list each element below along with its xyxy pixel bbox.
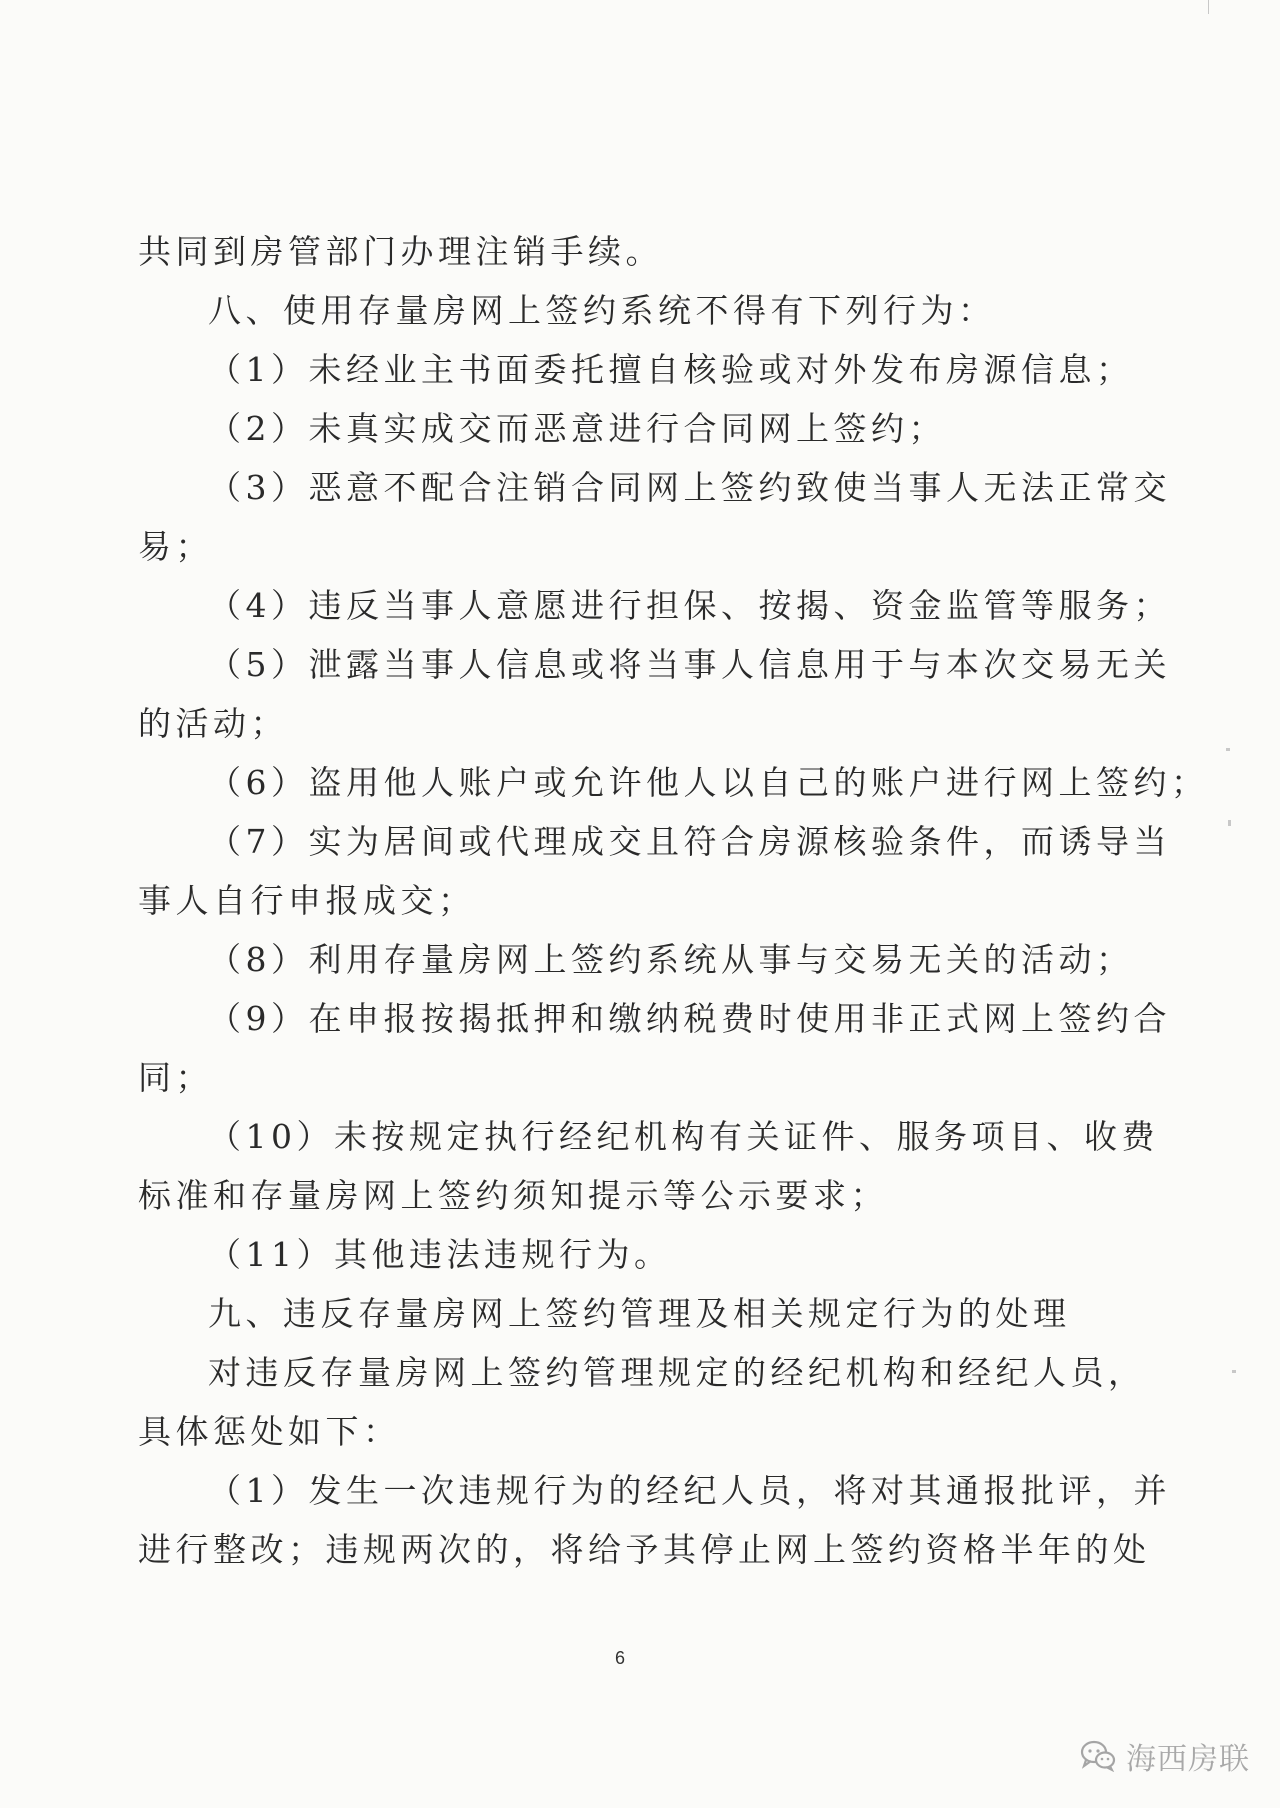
page-number: 6 — [614, 1648, 625, 1668]
list-item: （1）未经业主书面委托擅自核验或对外发布房源信息； — [208, 350, 1134, 389]
list-item: （7）实为居间或代理成交且符合房源核验条件，而诱导当 — [208, 822, 1171, 861]
scan-speck — [1208, 0, 1209, 14]
list-item-continuation: 的活动； — [138, 704, 288, 743]
scan-speck — [1232, 1370, 1236, 1373]
paragraph-continuation: 具体惩处如下： — [138, 1412, 401, 1451]
list-item: （4）违反当事人意愿进行担保、按揭、资金监管等服务； — [208, 586, 1171, 625]
text-line: 共同到房管部门办理注销手续。 — [138, 232, 663, 271]
section-heading: 八、使用存量房网上签约系统不得有下列行为： — [208, 291, 996, 330]
wechat-icon — [1080, 1740, 1116, 1772]
list-item: （10）未按规定执行经纪机构有关证件、服务项目、收费 — [208, 1117, 1159, 1156]
list-item: （9）在申报按揭抵押和缴纳税费时使用非正式网上签约合 — [208, 999, 1171, 1038]
list-item-continuation: 标准和存量房网上签约须知提示等公示要求； — [138, 1176, 888, 1215]
list-item-continuation: 事人自行申报成交； — [138, 881, 476, 920]
paragraph-line: 对违反存量房网上签约管理规定的经纪机构和经纪人员， — [208, 1353, 1146, 1392]
document-body — [138, 222, 1209, 1579]
list-item: （5）泄露当事人信息或将当事人信息用于与本次交易无关 — [208, 645, 1171, 684]
scan-speck — [1228, 820, 1231, 826]
watermark-text: 海西房联 — [1126, 1743, 1250, 1776]
list-item: （1）发生一次违规行为的经纪人员，将对其通报批评，并 — [208, 1471, 1171, 1510]
list-item: （11）其他违法违规行为。 — [208, 1235, 672, 1274]
list-item-continuation: 同； — [138, 1058, 213, 1097]
list-item-continuation: 易； — [138, 527, 213, 566]
watermark — [1080, 1734, 1250, 1778]
list-item: （6）盗用他人账户或允许他人以自己的账户进行网上签约； — [208, 763, 1209, 802]
section-heading: 九、违反存量房网上签约管理及相关规定行为的处理 — [208, 1294, 1071, 1333]
list-item: （8）利用存量房网上签约系统从事与交易无关的活动； — [208, 940, 1134, 979]
scan-speck — [1226, 748, 1230, 751]
list-item-continuation: 进行整改；违规两次的，将给予其停止网上签约资格半年的处 — [138, 1530, 1151, 1569]
list-item: （3）恶意不配合注销合同网上签约致使当事人无法正常交 — [208, 468, 1171, 507]
list-item: （2）未真实成交而恶意进行合同网上签约； — [208, 409, 946, 448]
